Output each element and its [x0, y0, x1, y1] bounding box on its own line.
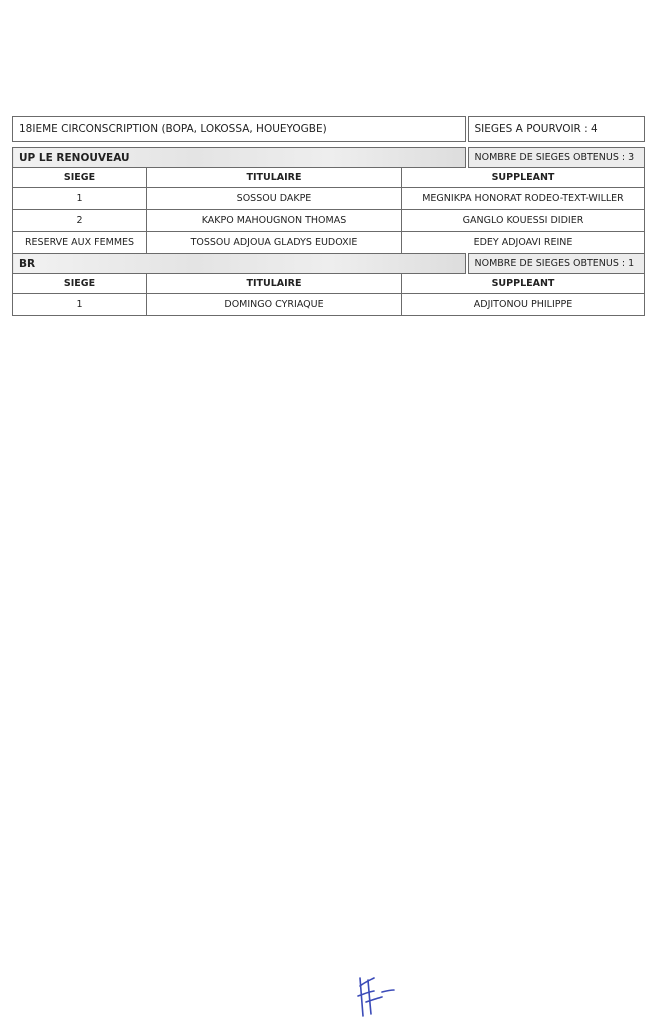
suppleant-cell: EDEY ADJOAVI REINE	[402, 232, 645, 254]
column-header-titulaire: TITULAIRE	[147, 274, 402, 294]
results-sheet	[12, 116, 644, 316]
column-header-suppleant: SUPPLEANT	[402, 168, 645, 188]
titulaire-cell: SOSSOU DAKPE	[147, 188, 402, 210]
column-header-titulaire: TITULAIRE	[147, 168, 402, 188]
column-header-siege: SIEGE	[13, 168, 147, 188]
suppleant-cell: MEGNIKPA HONORAT RODEO-TEXT-WILLER	[402, 188, 645, 210]
table-row	[13, 294, 645, 316]
column-header-siege: SIEGE	[13, 274, 147, 294]
seats-obtained: NOMBRE DE SIEGES OBTENUS : 3	[467, 148, 645, 168]
results-table	[12, 116, 645, 316]
suppleant-cell: ADJITONOU PHILIPPE	[402, 294, 645, 316]
table-row	[13, 188, 645, 210]
titulaire-cell: KAKPO MAHOUGNON THOMAS	[147, 210, 402, 232]
seats-obtained: NOMBRE DE SIEGES OBTENUS : 1	[467, 254, 645, 274]
party-header-row	[13, 148, 645, 168]
siege-cell: RESERVE AUX FEMMES	[13, 232, 147, 254]
column-header-row	[13, 168, 645, 188]
siege-cell: 1	[13, 294, 147, 316]
signature-initials	[352, 972, 400, 1020]
circonscription-header-row	[13, 117, 645, 142]
party-name: UP LE RENOUVEAU	[13, 148, 467, 168]
seats-to-fill: SIEGES A POURVOIR : 4	[467, 117, 645, 142]
siege-cell: 1	[13, 188, 147, 210]
table-row	[13, 210, 645, 232]
column-header-suppleant: SUPPLEANT	[402, 274, 645, 294]
column-header-row	[13, 274, 645, 294]
suppleant-cell: GANGLO KOUESSI DIDIER	[402, 210, 645, 232]
table-row	[13, 232, 645, 254]
siege-cell: 2	[13, 210, 147, 232]
titulaire-cell: DOMINGO CYRIAQUE	[147, 294, 402, 316]
titulaire-cell: TOSSOU ADJOUA GLADYS EUDOXIE	[147, 232, 402, 254]
circonscription-title: 18IEME CIRCONSCRIPTION (BOPA, LOKOSSA, HOUEYOGBE)	[13, 117, 467, 142]
party-name: BR	[13, 254, 467, 274]
party-header-row	[13, 254, 645, 274]
